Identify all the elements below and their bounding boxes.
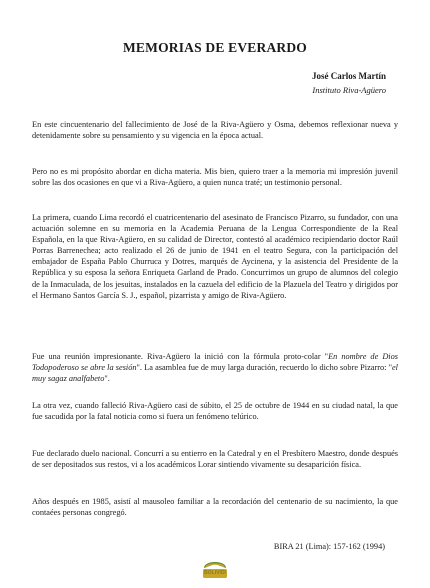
paragraph-4-mid: ". La asamblea fue de muy larga duración, recuerdo lo dicho sobre Pizarro: " — [136, 363, 392, 373]
publisher-logo-icon — [200, 554, 230, 580]
paragraph-4-pre: Fue una reunión impresionante. Riva-Agüero la inició con la fórmula proto-colar " — [32, 352, 329, 361]
publisher-logo-text: BOLIVIDI — [204, 570, 226, 576]
paragraph-5: La otra vez, cuando falleció Riva-Agüero casi de súbito, el 25 de octubre de 1944 en su ciudad natal, la que fue sacudida por la fatal noticia como si fuera un fenómeno telúrico. — [32, 401, 398, 422]
author-institution: Instituto Riva-Agüero — [312, 85, 386, 95]
paragraph-2: Pero no es mi propósito abordar en dicha materia. Mis bien, quiero traer a la memoria mi impresión juvenil sobre las dos ocasiones en que vi a Riva-Agüero, a quien nunca traté; un testimonio personal. — [32, 167, 398, 188]
paragraph-4-post: ". — [104, 374, 110, 384]
paragraph-7: Años después en 1985, asistí al mausoleo familiar a la recordación del centenario de su nacimiento, la que contaées personas congregó. — [32, 497, 398, 518]
journal-citation: BIRA 21 (Lima): 157-162 (1994) — [273, 542, 385, 551]
paragraph-4-quote-1: En nombre de Dios Todopoderoso se abre la sesión — [32, 352, 398, 373]
paragraph-1: En este cincuentenario del fallecimiento de José de la Riva-Agüero y Osma, debemos reflexionar nueva y detenidamente sobre su pensamiento y su vigencia en la época actual. — [32, 120, 398, 141]
paragraph-4 — [32, 351, 398, 384]
document-title: MEMORIAS DE EVERARDO — [122, 40, 307, 55]
author-name: José Carlos Martín — [312, 71, 386, 81]
paragraph-6: Fue declarado duelo nacional. Concurrí a su entierro en la Catedral y en el Presbítero Maestro, donde después de ser depositados sus restos, vi a los académicos Lorar sintiendo vivamente su desaparición física. — [32, 449, 398, 470]
paragraph-4-quote-2: el muy sagaz analfabeto — [32, 363, 398, 384]
paragraph-3: La primera, cuando Lima recordó el cuatricentenario del asesinato de Francisco Pizarro, su fundador, con una actuación solemne en su memoria en la Academia Peruana de la Lengua Correspondiente de la Real Española, en la que Riva-Agüero, en su calidad de Director, contestó al académico recipiendario doctor Raúl Porras Barrenechea; acto realizado el 26 de junio de 1941 en el teatro Segura, con la participación del embajador de España Pablo Churruca y Dotres, marqués de Aycinena, y la asistencia del Presidente de la República y su esposa la señora Enriqueta Garland de Prado. Concurrimos un grupo de alumnos del colegio de la Inmaculada, de los jesuitas, instalados en la cazuela del edificio de la Plazuela del Teatro y dirigidos por el Hermano Santos García S. J., español, pizarrista y amigo de Riva-Agüero. — [32, 213, 398, 300]
